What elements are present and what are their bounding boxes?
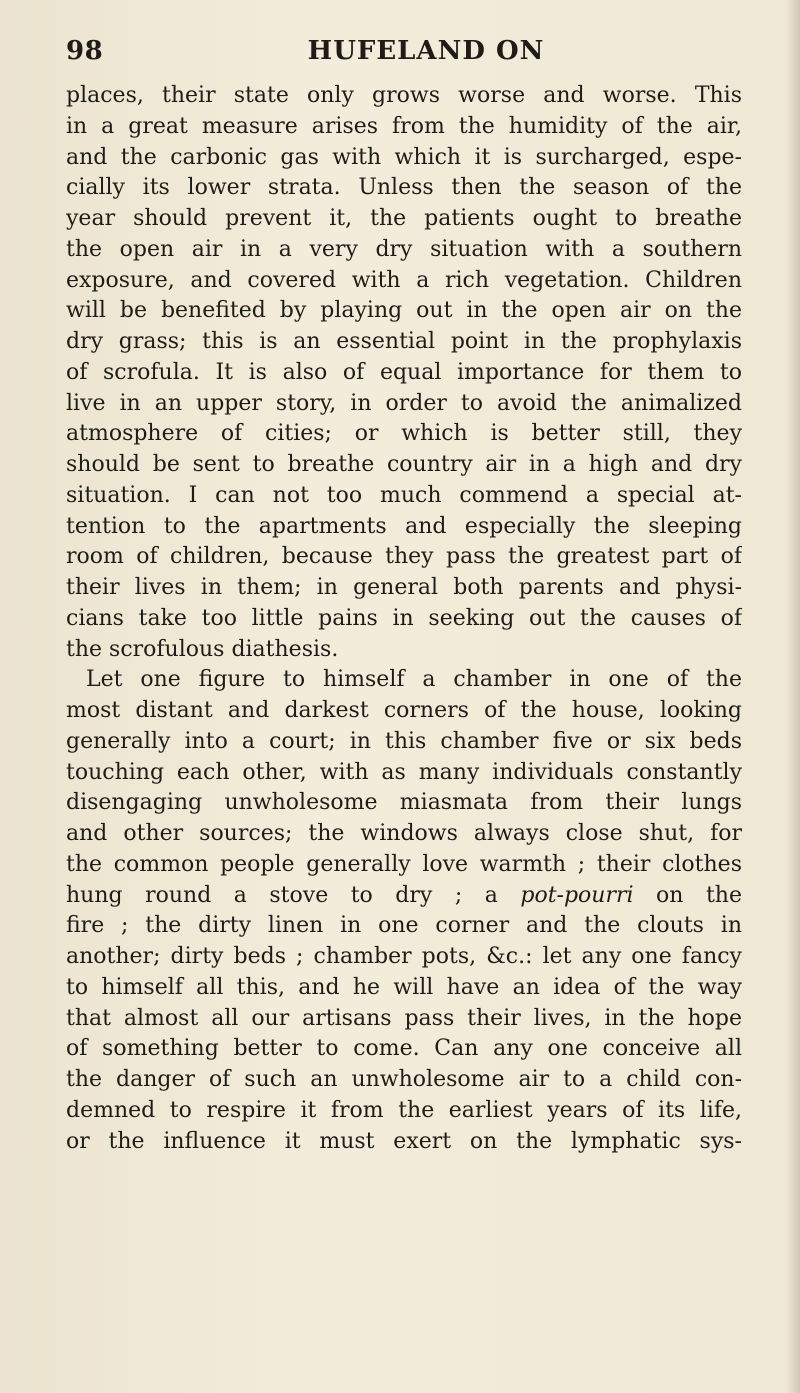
text-line: cians take too little pains in seeking out the causes of xyxy=(66,605,742,631)
text-line: places, their state only grows worse and worse. This xyxy=(66,83,742,108)
text-line: disengaging unwholesome miasmata from their lungs xyxy=(66,790,742,816)
text-line: or the influence it must exert on the lymphatic sys- xyxy=(66,1128,742,1154)
text-line: cially its lower strata. Unless then the season of the xyxy=(66,175,742,201)
text-line: the danger of such an unwholesome air to a child con- xyxy=(66,1067,742,1092)
text-line: and the carbonic gas with which it is surcharged, espe- xyxy=(66,144,742,170)
text-line: situation. I can not too much commend a special at- xyxy=(66,482,742,508)
text-line: will be benefited by playing out in the open air on the xyxy=(66,298,742,324)
text-line: fire ; the dirty linen in one corner and the clouts in xyxy=(66,913,742,939)
text-line: that almost all our artisans pass their lives, in the hope xyxy=(66,1005,742,1031)
text-line: generally into a court; in this chamber five or six beds xyxy=(66,728,742,754)
text-line: to himself all this, and he will have an idea of the way xyxy=(66,974,742,1000)
page-number: 98 xyxy=(66,36,104,66)
paragraph-start-line: Let one figure to himself a chamber in one of the xyxy=(86,667,742,693)
italic-term: pot-pourri xyxy=(520,882,634,908)
text-line: and other sources; the windows always close shut, for xyxy=(66,821,742,846)
text-line-with-italic xyxy=(66,881,742,912)
text-line: in a great measure arises from the humidity of the air, xyxy=(66,113,742,139)
text-line: touching each other, with as many individuals constantly xyxy=(66,759,742,785)
text-line: the open air in a very dry situation with a southern xyxy=(66,236,742,262)
text-segment: on the xyxy=(633,882,742,908)
body-text xyxy=(66,81,742,1157)
text-line: year should prevent it, the patients ought to breathe xyxy=(66,206,742,231)
text-line: demned to respire it from the earliest years of its life, xyxy=(66,1097,742,1123)
text-line: should be sent to breathe country air in a high and dry xyxy=(66,452,742,477)
text-line: atmosphere of cities; or which is better still, they xyxy=(66,421,742,447)
text-line: most distant and darkest corners of the house, looking xyxy=(66,698,742,723)
text-line: the common people generally love warmth ; their clothes xyxy=(66,851,742,877)
text-line: of scrofula. It is also of equal importance for them to xyxy=(66,359,742,385)
text-line: of something better to come. Can any one conceive all xyxy=(66,1036,742,1062)
text-line: live in an upper story, in order to avoid the animalized xyxy=(66,390,742,416)
text-line: another; dirty beds ; chamber pots, &c.: let any one fancy xyxy=(66,944,742,969)
running-head: HUFELAND ON xyxy=(307,36,545,66)
page-edge-shadow xyxy=(786,0,800,1393)
text-line: their lives in them; in general both parents and physi- xyxy=(66,575,742,600)
page-header xyxy=(66,36,746,76)
text-segment: hung round a stove to dry ; a xyxy=(66,882,521,908)
text-line: room of children, because they pass the greatest part of xyxy=(66,544,742,570)
text-line: exposure, and covered with a rich vegetation. Children xyxy=(66,267,742,293)
text-line: dry grass; this is an essential point in the prophylaxis xyxy=(66,329,742,354)
text-line: tention to the apartments and especially the sleeping xyxy=(66,513,742,539)
paragraph-end-line: the scrofulous diathesis. xyxy=(66,636,339,662)
